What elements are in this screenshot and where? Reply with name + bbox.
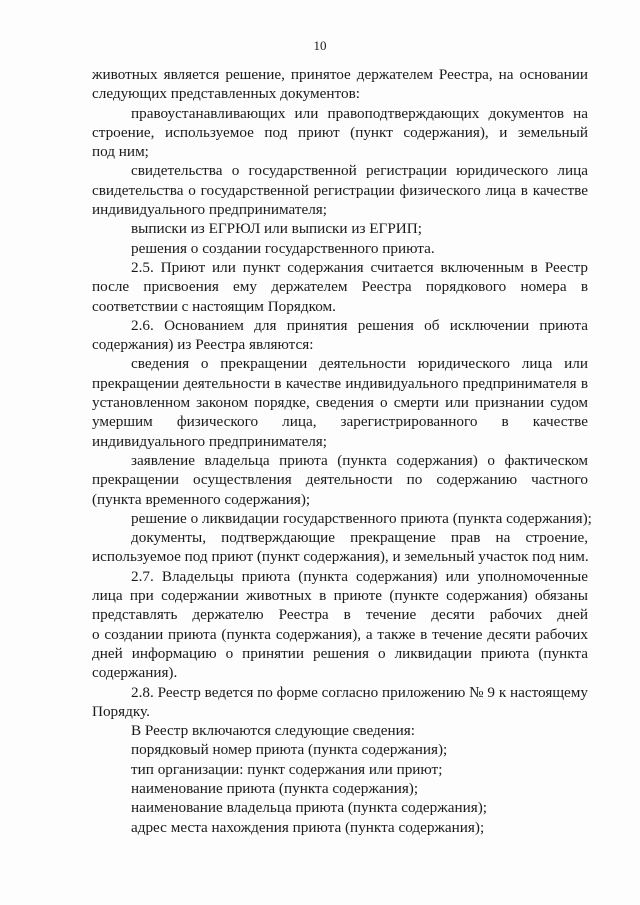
text-line: лица при содержании животных в приюте (пункте содержания) обязаны — [92, 587, 588, 605]
text-line: индивидуального предпринимателя; — [92, 432, 327, 450]
text-line: наименование владельца приюта (пункта содержания); — [131, 799, 488, 817]
text-line: прекращении осуществления деятельности по содержанию частного — [92, 471, 588, 489]
text-line: установленном законом порядке, сведения о смерти или признании судом — [92, 394, 588, 412]
text-line: В Реестр включаются следующие сведения: — [131, 722, 415, 740]
text-line: свидетельства о государственной регистрации юридического лица — [131, 162, 588, 180]
text-line: соответствии с настоящим Порядком. — [92, 297, 336, 315]
text-line: заявление владельца приюта (пункта содержания) о фактическом — [131, 451, 588, 469]
text-line: используемое под приют (пункт содержания), и земельный участок под ним. — [92, 548, 589, 566]
text-line: животных является решение, принятое держателем Реестра, на основании — [92, 66, 588, 83]
text-line: тип организации: пункт содержания или приют; — [131, 760, 443, 778]
text-line: о создании приюта (пункта содержания), а также в течение десяти рабочих — [92, 625, 588, 643]
text-line: содержания) из Реестра являются: — [92, 336, 314, 354]
text-line: 2.6. Основанием для принятия решения об исключении приюта — [131, 316, 588, 334]
text-line: документы, подтверждающие прекращение прав на строение, — [131, 529, 588, 547]
text-line: следующих представленных документов: — [92, 85, 360, 103]
page-number: 10 — [313, 38, 327, 53]
text-line: 2.7. Владельцы приюта (пункта содержания) или уполномоченные — [131, 567, 588, 585]
text-line: 2.8. Реестр ведется по форме согласно приложению № 9 к настоящему — [131, 683, 588, 701]
text-line: прекращении деятельности в качестве индивидуального предпринимателя в — [92, 374, 588, 392]
text-line: индивидуального предпринимателя; — [92, 201, 327, 219]
text-line: 2.5. Приют или пункт содержания считается включенным в Реестр — [131, 258, 588, 276]
text-line: Порядку. — [92, 702, 150, 720]
text-line: содержания). — [92, 664, 178, 682]
text-line: наименование приюта (пункта содержания); — [131, 779, 419, 797]
text-line: сведения о прекращении деятельности юридического лица или — [131, 355, 588, 373]
text-line: решение о ликвидации государственного приюта (пункта содержания); — [131, 509, 592, 527]
text-line: правоустанавливающих или правоподтверждающих документов на — [131, 104, 588, 122]
text-line: адрес места нахождения приюта (пункта содержания); — [131, 818, 485, 836]
text-line: представлять держателю Реестра в течение десяти рабочих дней — [92, 606, 588, 624]
text-line: под ним; — [92, 143, 149, 161]
text-line: умершим физического лица, зарегистрированного в качестве — [92, 413, 588, 431]
text-line: строение, используемое под приют (пункт содержания), и земельный — [92, 123, 588, 141]
text-line: после присвоения ему держателем Реестра порядкового номера в — [92, 278, 588, 296]
text-line: порядковый номер приюта (пункта содержания); — [131, 741, 448, 759]
text-line: дней информацию о принятии решения о ликвидации приюта (пункта — [92, 644, 588, 662]
text-line: выписки из ЕГРЮЛ или выписки из ЕГРИП; — [131, 220, 422, 238]
text-line: (пункта временного содержания); — [92, 490, 311, 508]
text-line: свидетельства о государственной регистрации физического лица в качестве — [92, 181, 588, 199]
body-text — [92, 65, 592, 837]
text-line: решения о создании государственного приюта. — [131, 239, 435, 257]
